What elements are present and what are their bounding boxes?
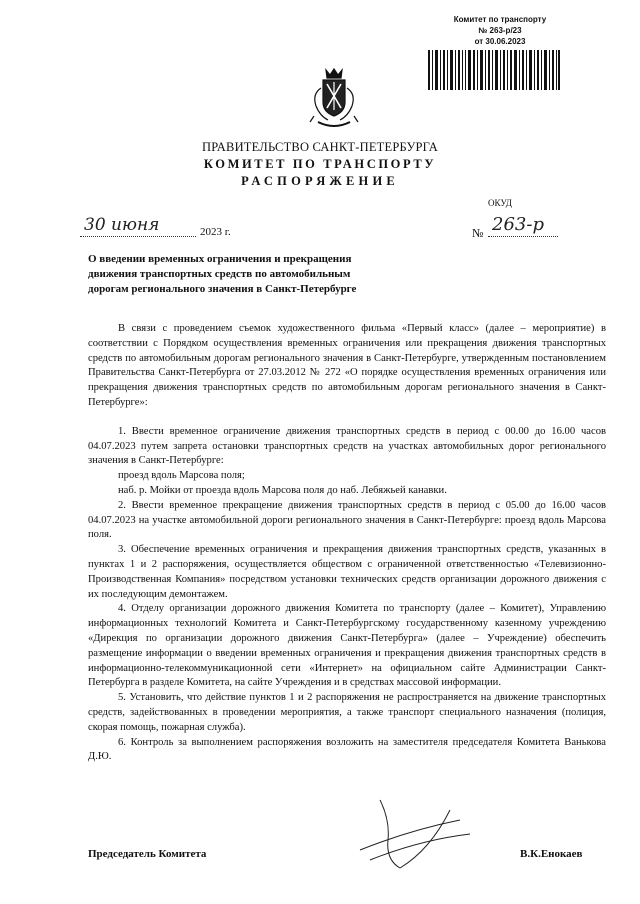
coat-of-arms-emblem (304, 66, 364, 132)
handwritten-number: 263-р (492, 214, 544, 235)
number-underline (488, 236, 558, 237)
document-type: РАСПОРЯЖЕНИЕ (241, 174, 399, 188)
handwritten-date: 30 июня (84, 215, 160, 235)
item-5: 5. Установить, что действие пунктов 1 и 2 распоряжения не распространяется на движение транспортных средств, задействованных в проведении мероприятия, а также транспорт специального назначения (полиция, скорая помощь, пожарная служба). (88, 692, 606, 733)
government-name: ПРАВИТЕЛЬСТВО САНКТ-ПЕТЕРБУРГА (202, 140, 438, 154)
date-year: 2023 г. (200, 226, 231, 238)
document-body (88, 322, 606, 765)
item-2: 2. Ввести временное прекращение движения транспортных средств в период с 05.00 до 16.00 часов 04.07.2023 на участке автомобильной дороги регионального значения в Санкт-Петербурге: проезд вдоль Марсова поля. (88, 499, 606, 541)
item-1-road-a: проезд вдоль Марсова поля; (118, 470, 245, 482)
number-sign: № (472, 226, 484, 240)
intro-paragraph: В связи с проведением съемок художественного фильма «Первый класс» (далее – мероприятие) в соответствии с Порядком осуществления временных ограничения или прекращения движения транспортных средств по автомобильным дорогам регионального значения в Санкт-Петербурге, утвержденным постановлением Правительства Санкт-Петербурга от 27.03.2012 № 272 «О порядке осуществления временных ограничения или прекращения движения транспортных средств по автомобильным дорогам регионального значения в Санкт-Петербурге»: (88, 323, 606, 408)
registration-stamp (420, 14, 560, 90)
committee-name: КОМИТЕТ ПО ТРАНСПОРТУ (203, 157, 437, 171)
document-subject: О введении временных ограничения и прекращения движения транспортных средств по автомобильным дорогам регионального значения в Санкт-Петербурге (88, 253, 357, 295)
signatory-name: В.К.Енокаев (520, 848, 583, 860)
item-6: 6. Контроль за выполнением распоряжения возложить на заместителя председателя Комитета Ванькова Д.Ю. (88, 736, 606, 763)
stamp-line-1: Комитет по транспорту (453, 15, 547, 24)
item-3: 3. Обеспечение временных ограничения и прекращения движения транспортных средств, указанных в пунктах 1 и 2 распоряжения, осуществляется обществом с ограниченной ответственностью «Телевизионно-Производственная Компания» посредством установки технических средств организации дорожного движения с их последующим демонтажем. (88, 544, 606, 600)
item-1-road-b: наб. р. Мойки от проезда вдоль Марсова поля до наб. Лебяжьей канавки. (118, 484, 447, 496)
handwritten-signature (340, 790, 480, 880)
item-4: 4. Отделу организации дорожного движения Комитета по транспорту (далее – Комитет), Управлению информационных технологий Комитета и Санкт-Петербургскому государственному казенному учреждению «Дирекция по организации дорожного движения Санкт-Петербурга» (далее – Учреждение) обеспечить размещение информации о введении временных ограничения и прекращения движения транспортных средств в информационно-телекоммуникационной сети «Интернет» на официальном сайте Администрации Санкт-Петербурга в разделе Комитета, на сайте Учреждения и в средствах массовой информации. (88, 603, 606, 689)
item-1: 1. Ввести временное ограничение движения транспортных средств в период с 00.00 до 16.00 часов 04.07.2023 путем запрета остановки транспортных средств на участках автомобильных дорог регионального значения в Санкт-Петербурге: (88, 425, 606, 467)
date-underline (80, 236, 196, 237)
stamp-line-2: № 263-р/23 (478, 26, 522, 35)
signatory-title: Председатель Комитета (88, 848, 207, 860)
barcode (428, 50, 560, 90)
stamp-line-3: от 30.06.2023 (474, 37, 526, 46)
okud-label: ОКУД (488, 198, 512, 208)
